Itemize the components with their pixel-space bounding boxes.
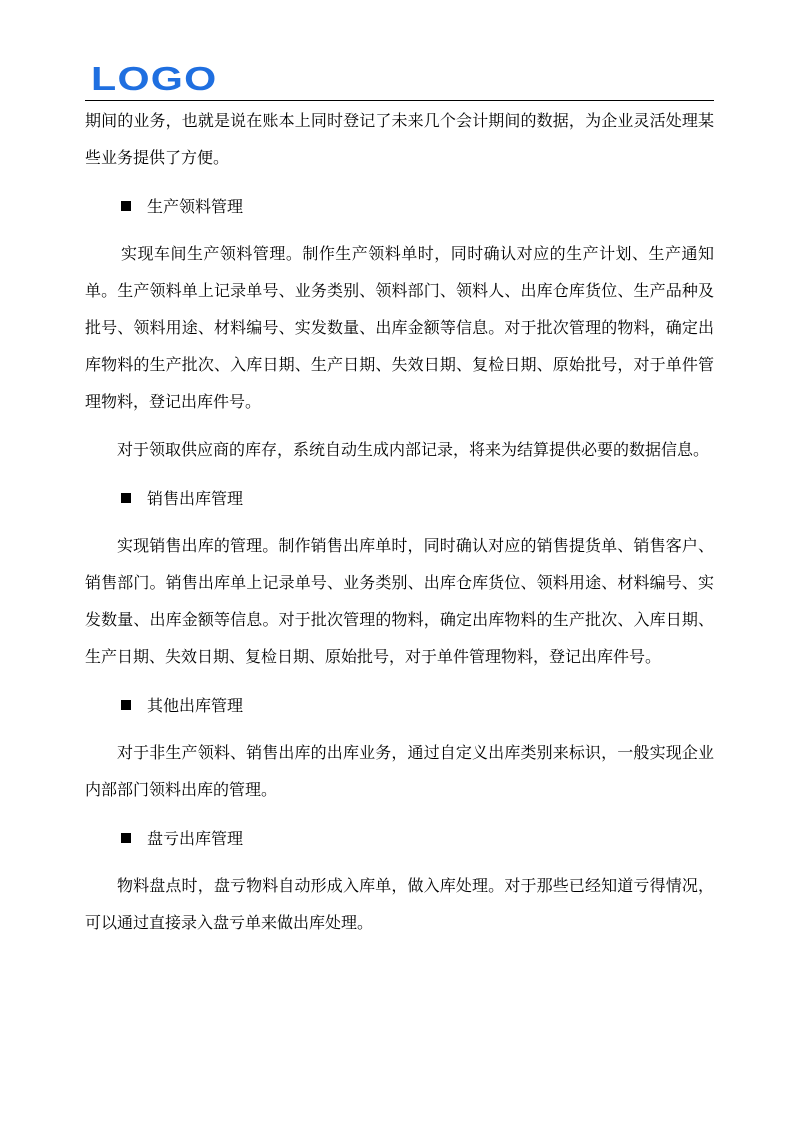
- square-bullet-icon: [121, 700, 131, 710]
- document-body: [85, 102, 714, 941]
- logo: LOGO: [91, 60, 218, 97]
- section-heading-text: 销售出库管理: [147, 489, 244, 508]
- paragraph-other-outbound: 对于非生产领料、销售出库的出库业务，通过自定义出库类别来标识，一般实现企业内部部门领料出库的管理。: [85, 743, 714, 799]
- paragraph-production-picking: 实现车间生产领料管理。制作生产领料单时，同时确认对应的生产计划、生产通知单。生产领料单上记录单号、业务类别、领料部门、领料人、出库仓库货位、生产品种及批号、领料用途、材料编号、实发数量、出库金额等信息。对于批次管理的物料，确定出库物料的生产批次、入库日期、生产日期、失效日期、复检日期、原始批号，对于单件管理物料，登记出库件号。: [85, 244, 714, 411]
- page-header: [85, 58, 714, 101]
- section-heading-text: 盘亏出库管理: [147, 829, 244, 848]
- paragraph-inventory-loss: 物料盘点时，盘亏物料自动形成入库单，做入库处理。对于那些已经知道亏得情况，可以通过直接录入盘亏单来做出库处理。: [85, 876, 714, 932]
- section-heading-text: 其他出库管理: [147, 696, 244, 715]
- paragraph-intro: 期间的业务，也就是说在账本上同时登记了未来几个会计期间的数据，为企业灵活处理某些业务提供了方便。: [85, 111, 714, 167]
- square-bullet-icon: [121, 493, 131, 503]
- paragraph-sales-outbound: 实现销售出库的管理。制作销售出库单时，同时确认对应的销售提货单、销售客户、销售部门。销售出库单上记录单号、业务类别、出库仓库货位、领料用途、材料编号、实发数量、出库金额等信息。对于批次管理的物料，确定出库物料的生产批次、入库日期、生产日期、失效日期、复检日期、原始批号，对于单件管理物料，登记出库件号。: [85, 536, 714, 666]
- paragraph-supplier-stock: 对于领取供应商的库存，系统自动生成内部记录，将来为结算提供必要的数据信息。: [117, 440, 710, 459]
- section-heading-sales-outbound: [85, 479, 714, 516]
- section-heading-production-picking: [85, 187, 714, 224]
- square-bullet-icon: [121, 201, 131, 211]
- section-heading-other-outbound: [85, 686, 714, 723]
- section-heading-inventory-loss: [85, 819, 714, 856]
- square-bullet-icon: [121, 833, 131, 843]
- section-heading-text: 生产领料管理: [147, 197, 244, 216]
